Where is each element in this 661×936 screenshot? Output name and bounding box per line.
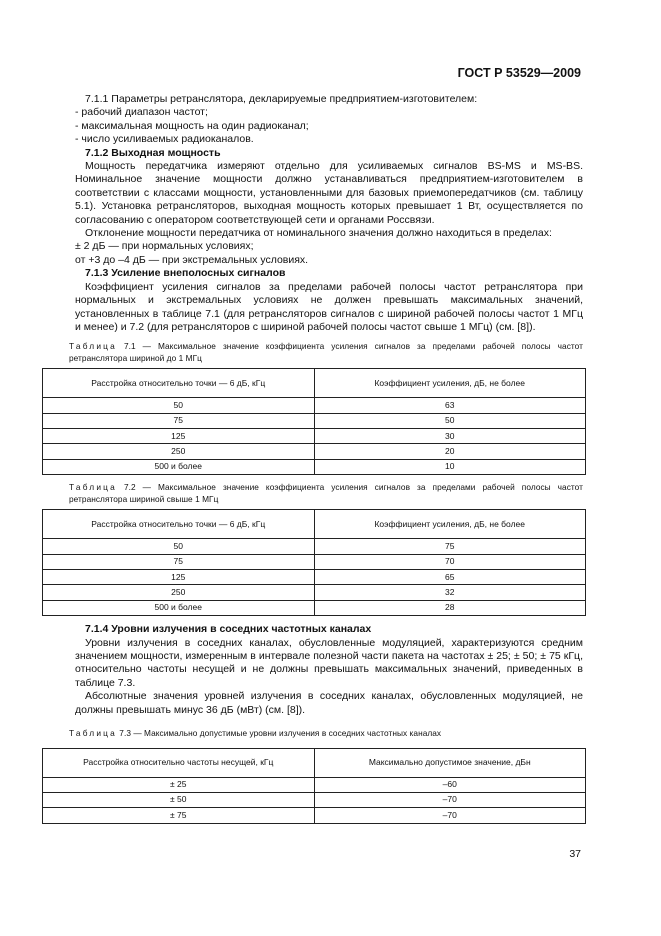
list-item: - максимальная мощность на один радиоканал; — [75, 119, 309, 132]
section-7-1-3-heading: 7.1.3 Усиление внеполосных сигналов — [85, 267, 286, 280]
table-7-2-caption — [69, 482, 583, 505]
table-row — [43, 554, 586, 569]
table-cell: 50 — [43, 398, 315, 413]
table-row — [43, 585, 586, 600]
section-7-1-4-paragraph: Уровни излучения в соседних каналах, обусловленные модуляцией, характеризуются средним значением мощности, измеренным в интервале полезной части пакета на частотах ± 25; ± 50; ± 75 кГц, относительно частоты несущей и не должны превышать максимальных значений, приведенных в таблице 7.3. — [75, 636, 583, 689]
table-cell: 32 — [314, 585, 586, 600]
table-row — [43, 444, 586, 459]
section-7-1-1-intro: 7.1.1 Параметры ретранслятора, декларируемые предприятием-изготовителем: — [85, 93, 478, 105]
table-7-1 — [42, 368, 586, 475]
list-item: от +3 до –4 дБ — при экстремальных условиях. — [75, 253, 309, 266]
table-cell: 125 — [43, 570, 315, 585]
section-7-1-2-paragraph: Мощность передатчика измеряют отдельно для усиливаемых сигналов BS-MS и MS-BS. Номинальное значение мощности должно устанавливаться предприятием-изготовителем в соответствии с классами мощности, установленными для базовых приемопередатчиков (см. таблицу 5.1). Установка ретрансляторов, выходная мощность которых превышает 1 Вт, осуществляется по согласованию с оператором соответствующей сети и органами Россвязи. — [75, 160, 583, 226]
section-7-1-2-paragraph: Отклонение мощности передатчика от номинального значения должно находиться в пределах: — [85, 227, 552, 240]
table-header-row — [43, 369, 586, 398]
table-row — [43, 600, 586, 615]
table-cell: 28 — [314, 600, 586, 615]
table-caption-text: 7.2 — Максимальное значение коэффициента усиления сигналов за пределами рабочей полосы частот ретранслятора шириной свыше 1 МГц — [69, 482, 584, 504]
section-7-1-2-heading: 7.1.2 Выходная мощность — [85, 146, 221, 159]
table-7-3-caption — [69, 728, 583, 740]
column-header: Максимально допустимое значение, дБн — [314, 748, 586, 777]
table-cell: 500 и более — [43, 459, 315, 474]
table-cell: ± 75 — [43, 808, 315, 823]
table-7-1-caption — [69, 341, 583, 364]
table-label: Таблица — [69, 341, 117, 352]
table-cell: 75 — [43, 554, 315, 569]
table-header-row — [43, 748, 586, 777]
table-cell: 30 — [314, 429, 586, 444]
list-item: - рабочий диапазон частот; — [75, 106, 208, 119]
list-item: ± 2 дБ — при нормальных условиях; — [75, 240, 254, 253]
table-header-row — [43, 510, 586, 539]
column-header: Расстройка относительно точки — 6 дБ, кГц — [43, 369, 315, 398]
table-cell: –70 — [314, 808, 586, 823]
table-cell: 250 — [43, 444, 315, 459]
column-header: Расстройка относительно частоты несущей, кГц — [43, 748, 315, 777]
table-cell: 500 и более — [43, 600, 315, 615]
document-header: ГОСТ Р 53529—2009 — [457, 66, 581, 80]
column-header: Коэффициент усиления, дБ, не более — [314, 510, 586, 539]
table-cell: 50 — [43, 539, 315, 554]
table-row — [43, 398, 586, 413]
table-cell: –70 — [314, 792, 586, 807]
column-header: Коэффициент усиления, дБ, не более — [314, 369, 586, 398]
table-caption-text: 7.1 — Максимальное значение коэффициента усиления сигналов за пределами рабочей полосы частот ретранслятора шириной до 1 МГц — [69, 341, 584, 363]
section-7-1-4-paragraph: Абсолютные значения уровней излучения в соседних каналах, обусловленных модуляцией, не должны превышать минус 36 дБ (мВт) (см. [8]). — [75, 690, 583, 716]
section-7-1-4-heading: 7.1.4 Уровни излучения в соседних частотных каналах — [85, 623, 372, 636]
table-cell: 125 — [43, 429, 315, 444]
table-label: Таблица — [69, 482, 117, 493]
table-cell: ± 50 — [43, 792, 315, 807]
table-7-3 — [42, 748, 586, 824]
table-row — [43, 808, 586, 823]
table-row — [43, 413, 586, 428]
table-cell: 70 — [314, 554, 586, 569]
table-cell: 250 — [43, 585, 315, 600]
table-cell: –60 — [314, 777, 586, 792]
page-content — [69, 93, 584, 824]
table-cell: 10 — [314, 459, 586, 474]
table-caption-text: 7.3 — Максимально допустимые уровни излучения в соседних частотных каналах — [119, 728, 442, 739]
table-cell: 50 — [314, 413, 586, 428]
column-header: Расстройка относительно точки — 6 дБ, кГц — [43, 510, 315, 539]
table-cell: 20 — [314, 444, 586, 459]
table-cell: 63 — [314, 398, 586, 413]
table-row — [43, 777, 586, 792]
table-cell: ± 25 — [43, 777, 315, 792]
list-item: - число усиливаемых радиоканалов. — [75, 133, 254, 146]
table-row — [43, 539, 586, 554]
table-row — [43, 792, 586, 807]
table-row — [43, 459, 586, 474]
table-cell: 75 — [314, 539, 586, 554]
section-7-1-3-paragraph: Коэффициент усиления сигналов за пределами рабочей полосы частот ретранслятора при нормальных и экстремальных условиях не должен превышать максимальных значений, установленных в таблице 7.1 (для ретрансляторов сигналов с шириной рабочей полосы частот 1 МГц и менее) и 7.2 (для ретрансляторов с шириной рабочей полосы частот свыше 1 МГц) (см. [8]). — [75, 280, 583, 333]
table-7-2 — [42, 509, 586, 616]
table-label: Таблица — [69, 728, 117, 739]
table-cell: 65 — [314, 570, 586, 585]
table-row — [43, 429, 586, 444]
page-number: 37 — [569, 848, 581, 860]
table-cell: 75 — [43, 413, 315, 428]
table-row — [43, 570, 586, 585]
